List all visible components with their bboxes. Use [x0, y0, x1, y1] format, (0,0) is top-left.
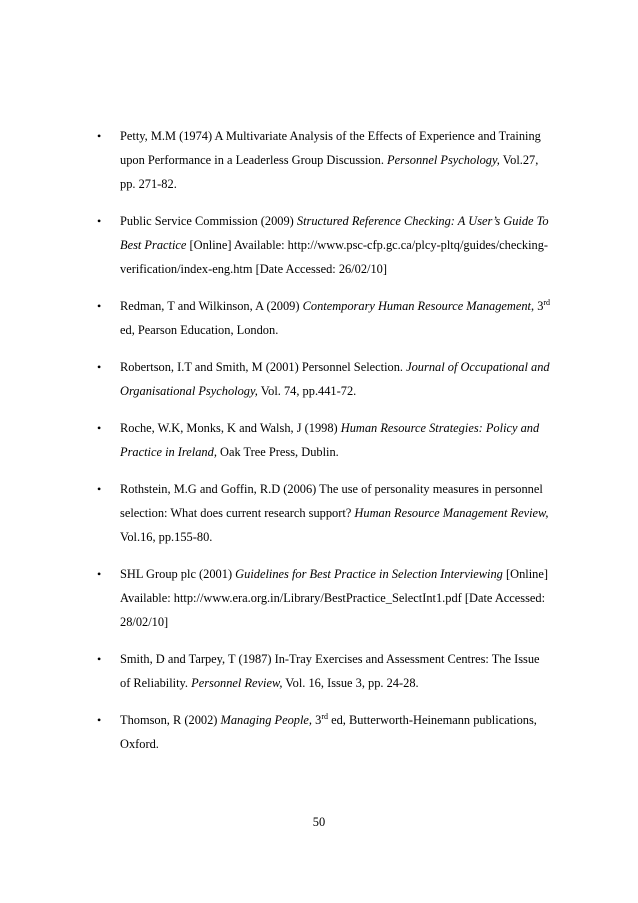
- reference-text-segment: SHL Group plc (2001): [120, 567, 236, 581]
- reference-text-segment: , 3: [531, 299, 544, 313]
- reference-text-segment: 3: [312, 713, 322, 727]
- reference-item: [92, 294, 552, 342]
- bullet-icon: •: [97, 299, 102, 313]
- reference-text: [120, 209, 552, 281]
- bullet-icon: •: [97, 360, 102, 374]
- reference-text-segment: Petty, M.M (1974) A Multivariate Analysis of the Effects of Experience and Training upon Performance in a Leaderless Group Discussion.: [120, 129, 541, 167]
- reference-text: [120, 708, 552, 756]
- reference-item: [92, 562, 552, 634]
- reference-text-segment: Redman, T and Wilkinson, A (2009): [120, 299, 303, 313]
- reference-italic-title: Guidelines for Best Practice in Selection Interviewing: [235, 567, 503, 581]
- reference-italic-title: Structured Reference Checking: A User’s Guide To Best Practice: [120, 214, 549, 252]
- reference-item: [92, 355, 552, 403]
- reference-item: [92, 209, 552, 281]
- reference-text: [120, 562, 552, 634]
- bullet-icon: •: [97, 713, 102, 727]
- reference-text-segment: ed, Butterworth-Heinemann publications, Oxford.: [120, 713, 537, 751]
- reference-text-segment: ed, Pearson Education, London.: [120, 323, 279, 337]
- reference-text-segment: Rothstein, M.G and Goffin, R.D (2006) The use of personality measures in personnel selection: What does current research support?: [120, 482, 543, 520]
- reference-italic-title: Human Resource Strategies: Policy and Practice in Ireland,: [120, 421, 540, 459]
- reference-text-segment: Smith, D and Tarpey, T (1987) In-Tray Exercises and Assessment Centres: The Issue of Reliability.: [120, 652, 540, 690]
- reference-superscript: rd: [321, 712, 329, 721]
- reference-italic-title: Managing People,: [220, 713, 313, 727]
- reference-italic-title: Contemporary Human Resource Management: [302, 299, 531, 313]
- reference-item: [92, 647, 552, 695]
- reference-text: [120, 124, 552, 196]
- reference-text-segment: Vol.16, pp.155-80.: [120, 530, 213, 544]
- reference-text: [120, 647, 552, 695]
- reference-text: [120, 294, 552, 342]
- reference-text-segment: Roche, W.K, Monks, K and Walsh, J (1998): [120, 421, 341, 435]
- reference-item: [92, 477, 552, 549]
- reference-text-segment: [Online] Available: http://www.era.org.in/Library/BestPractice_SelectInt1.pdf [Date Accessed: 28/02/10]: [120, 567, 548, 629]
- page-number: 50: [312, 815, 326, 829]
- reference-text-segment: Vol.27, pp. 271-82.: [120, 153, 539, 191]
- reference-italic-title: Personnel Psychology,: [387, 153, 500, 167]
- reference-text-segment: [Online] Available: http://www.psc-cfp.gc.ca/plcy-pltq/guides/checking-verification/index-eng.htm [Date Accessed: 26/02/10]: [120, 238, 549, 276]
- reference-text-segment: Oak Tree Press, Dublin.: [216, 445, 339, 459]
- reference-italic-title: Personnel Review,: [191, 676, 283, 690]
- reference-text: [120, 416, 552, 464]
- bullet-icon: •: [97, 567, 102, 581]
- reference-text-segment: Public Service Commission (2009): [120, 214, 297, 228]
- reference-text: [120, 477, 552, 549]
- reference-text-segment: Vol. 74, pp.441-72.: [257, 384, 357, 398]
- reference-superscript: rd: [543, 298, 551, 307]
- reference-item: [92, 416, 552, 464]
- bullet-icon: •: [97, 421, 102, 435]
- reference-italic-title: Journal of Occupational and Organisational Psychology,: [120, 360, 550, 398]
- bullet-icon: •: [97, 482, 102, 496]
- reference-text: [120, 355, 552, 403]
- reference-text-segment: Vol. 16, Issue 3, pp. 24-28.: [282, 676, 419, 690]
- reference-text-segment: Thomson, R (2002): [120, 713, 221, 727]
- reference-text-segment: Robertson, I.T and Smith, M (2001) Personnel Selection.: [120, 360, 407, 374]
- reference-item: [92, 708, 552, 756]
- reference-item: [92, 124, 552, 196]
- reference-list: [92, 124, 552, 769]
- reference-italic-title: Human Resource Management Review,: [354, 506, 549, 520]
- bullet-icon: •: [97, 652, 102, 666]
- bullet-icon: •: [97, 214, 102, 228]
- bullet-icon: •: [97, 129, 102, 143]
